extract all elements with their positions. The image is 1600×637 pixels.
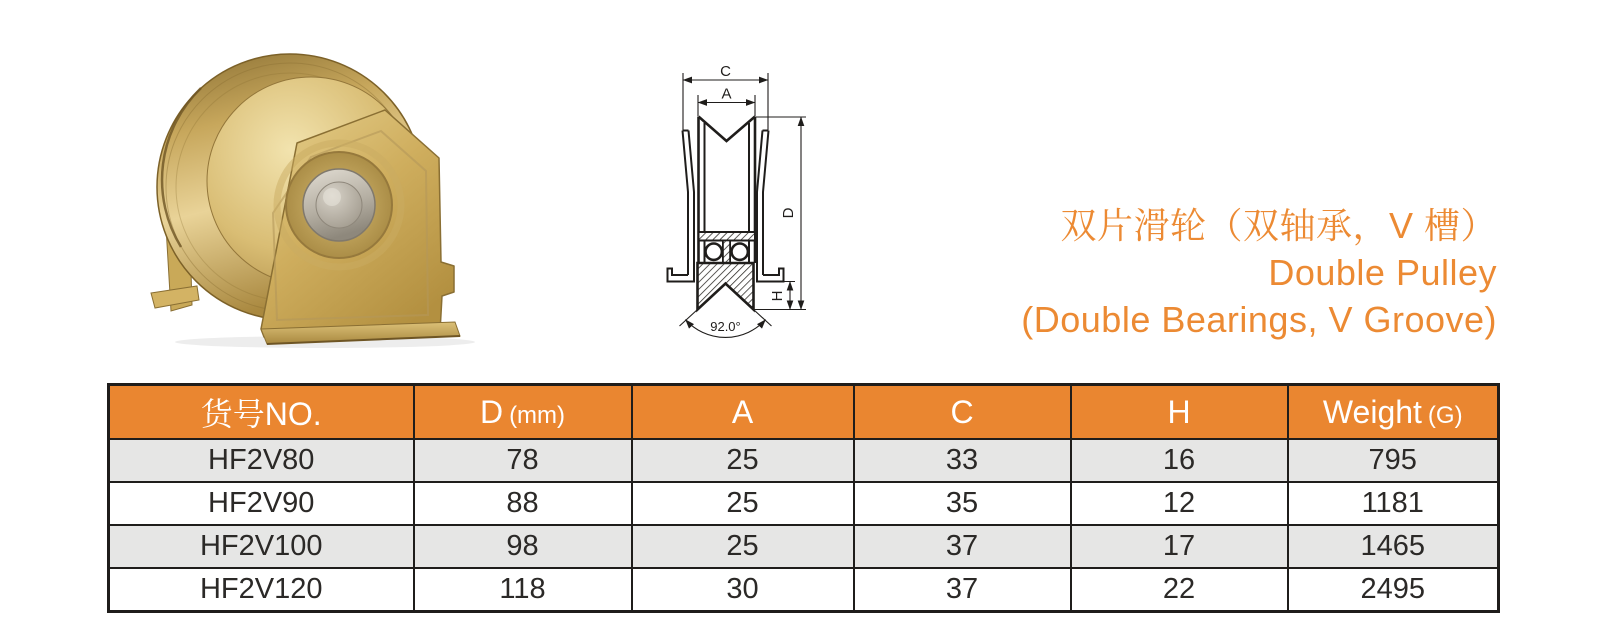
- dim-label-H: H: [769, 290, 786, 302]
- cell-model: HF2V120: [109, 568, 414, 612]
- cell-a: 30: [632, 568, 854, 612]
- product-photo-illustration: [115, 5, 475, 350]
- product-title-zh: 双片滑轮（双轴承，V 槽）: [1060, 205, 1497, 246]
- cell-h: 22: [1071, 568, 1288, 612]
- table-header-row: [109, 385, 1499, 440]
- v-groove-profile: [699, 117, 756, 142]
- cell-model: HF2V100: [109, 525, 414, 568]
- table-row: [109, 482, 1499, 525]
- technical-diagram: [620, 28, 840, 348]
- angle-label: 92.0°: [710, 319, 741, 334]
- cell-d: 88: [414, 482, 632, 525]
- dim-label-D: D: [780, 207, 797, 219]
- hub-washer: [699, 232, 756, 241]
- cell-weight: 1181: [1288, 482, 1499, 525]
- cell-h: 12: [1071, 482, 1288, 525]
- table-row: [109, 525, 1499, 568]
- cell-c: 33: [854, 439, 1071, 482]
- cell-a: 25: [632, 482, 854, 525]
- table-row: [109, 439, 1499, 482]
- col-header-model: 货号NO.: [109, 385, 414, 440]
- col-header-d: D (mm): [414, 385, 632, 440]
- cell-d: 78: [414, 439, 632, 482]
- cell-model: HF2V90: [109, 482, 414, 525]
- cell-a: 25: [632, 525, 854, 568]
- dim-label-C: C: [720, 63, 731, 80]
- col-header-c: C: [854, 385, 1071, 440]
- col-header-a: A: [632, 385, 854, 440]
- cell-d: 118: [414, 568, 632, 612]
- cell-c: 37: [854, 525, 1071, 568]
- product-title-en: Double Pulley: [1268, 252, 1497, 293]
- cell-h: 17: [1071, 525, 1288, 568]
- cell-weight: 1465: [1288, 525, 1499, 568]
- bearing-spacer: [723, 241, 730, 264]
- cell-d: 98: [414, 525, 632, 568]
- cell-h: 16: [1071, 439, 1288, 482]
- cell-weight: 795: [1288, 439, 1499, 482]
- cross-section-drawing: [620, 28, 840, 348]
- dim-label-A: A: [721, 85, 732, 103]
- product-photo: [115, 5, 475, 350]
- product-title-block: [1021, 202, 1497, 343]
- cell-weight: 2495: [1288, 568, 1499, 612]
- cell-a: 25: [632, 439, 854, 482]
- spec-table: [107, 383, 1500, 613]
- left-side-plate: [683, 131, 695, 276]
- col-header-h: H: [1071, 385, 1288, 440]
- col-header-weight: Weight (G): [1288, 385, 1499, 440]
- right-side-plate: [757, 131, 769, 276]
- cell-c: 37: [854, 568, 1071, 612]
- wheel-section-block: [698, 263, 754, 310]
- product-subtitle-en: (Double Bearings, V Groove): [1021, 299, 1497, 340]
- table-row: [109, 568, 1499, 612]
- left-foot: [668, 269, 695, 282]
- cell-c: 35: [854, 482, 1071, 525]
- right-foot: [757, 269, 784, 282]
- cell-model: HF2V80: [109, 439, 414, 482]
- photo-axle-cap: [316, 182, 362, 228]
